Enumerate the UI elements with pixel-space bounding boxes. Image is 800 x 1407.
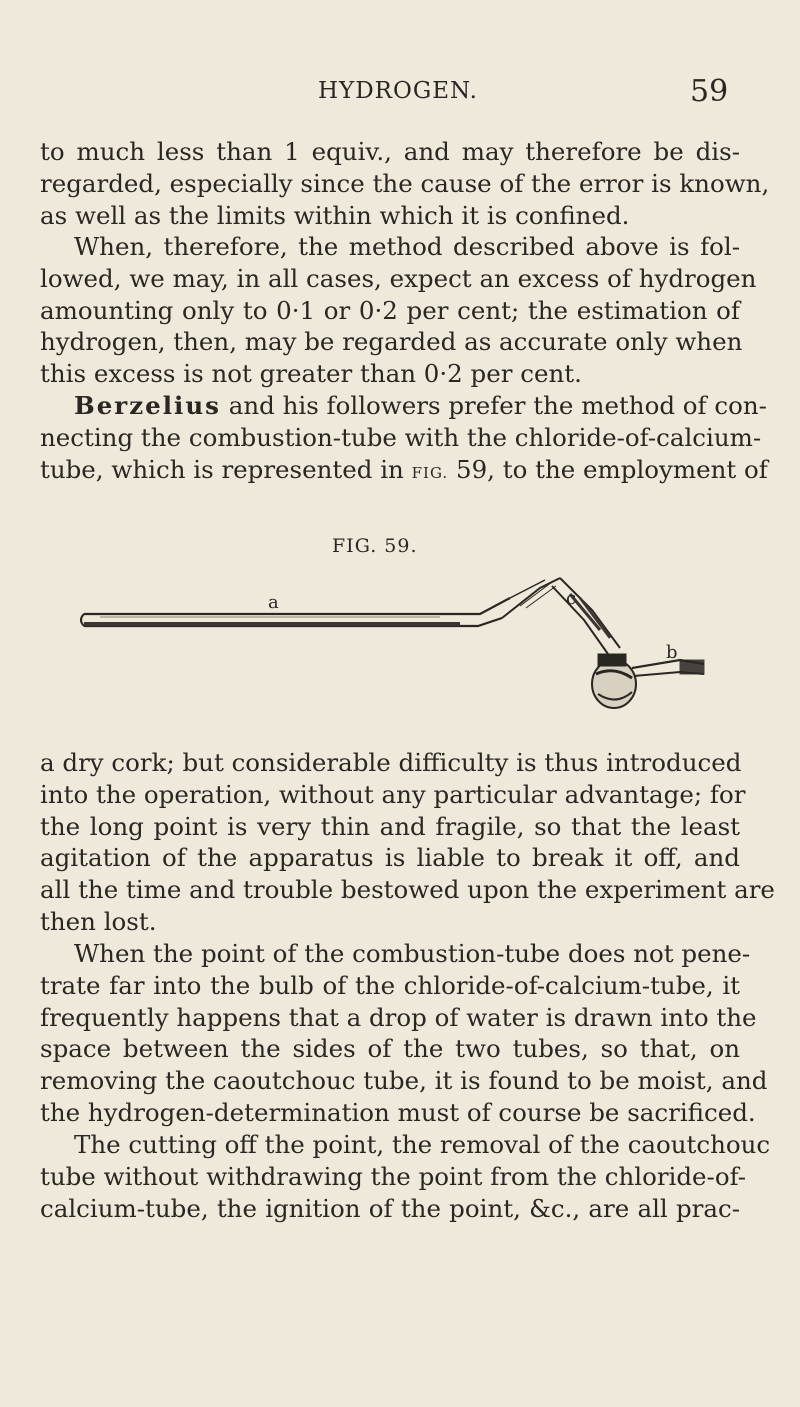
author-name: Berzelius	[74, 391, 221, 420]
text-line: The cutting off the point, the removal of the caoutchouc	[74, 1130, 771, 1159]
text-line: amounting only to 0·1 or 0·2 per cent; the estimation of	[40, 295, 740, 325]
page-number: 59	[690, 74, 729, 109]
tube-point	[502, 578, 560, 618]
text-line: trate far into the bulb of the chloride-of-calcium-tube, it	[40, 970, 740, 1000]
text-line: space between the sides of the two tubes, so that, on	[40, 1034, 740, 1064]
text-line: hydrogen, then, may be regarded as accurate only when	[40, 327, 743, 357]
text-fragment: and his followers prefer the method of con-	[220, 391, 767, 420]
text-line: removing the caoutchouc tube, it is found to be moist, and	[40, 1066, 768, 1096]
text-fragment: tube, which is represented in	[40, 454, 412, 484]
paragraph-6	[40, 1129, 771, 1224]
label-a: a	[268, 592, 279, 613]
figure-caption: FIG. 59.	[332, 535, 418, 557]
text-line: tube without withdrawing the point from the chloride-of-	[40, 1161, 747, 1191]
combustion-tube	[81, 598, 510, 626]
label-c: c	[566, 588, 577, 609]
text-line: When, therefore, the method described above is fol-	[74, 232, 740, 261]
text-line: necting the combustion-tube with the chloride-of-calcium-	[40, 422, 762, 452]
text-line	[40, 454, 768, 490]
bulb	[592, 654, 704, 708]
paragraph-3	[40, 390, 768, 489]
text-line: the long point is very thin and fragile, so that the least	[40, 811, 740, 841]
text-line: calcium-tube, the ignition of the point, &c., are all prac-	[40, 1193, 740, 1223]
text-line: a dry cork; but considerable difficulty is thus introduced	[40, 748, 742, 777]
text-line: agitation of the apparatus is liable to break it off, and	[40, 843, 740, 873]
text-fragment: 59, to the employment of	[448, 454, 768, 484]
text-line: then lost.	[40, 906, 157, 936]
text-line: frequently happens that a drop of water is drawn into the	[40, 1002, 757, 1032]
text-line: to much less than 1 equiv., and may therefore be dis-	[40, 137, 740, 166]
text-line: this excess is not greater than 0·2 per cent.	[40, 359, 582, 389]
text-line	[40, 390, 767, 422]
paragraph-4	[40, 747, 775, 938]
chloride-of-calcium-tube	[552, 578, 620, 654]
running-title: HYDROGEN.	[318, 78, 478, 104]
text-line: as well as the limits within which it is confined.	[40, 200, 630, 230]
figure-59-apparatus	[40, 568, 740, 738]
running-header	[0, 74, 800, 114]
text-line: lowed, we may, in all cases, expect an excess of hydrogen	[40, 263, 757, 293]
apparatus-drawing	[40, 568, 740, 738]
text-line: the hydrogen-determination must of course be sacrificed.	[40, 1097, 756, 1127]
paragraph-5	[40, 938, 768, 1129]
label-b: b	[666, 642, 678, 663]
paragraph-1	[40, 136, 770, 231]
text-line: regarded, especially since the cause of the error is known,	[40, 168, 770, 198]
text-line: into the operation, without any particular advantage; for	[40, 779, 746, 809]
text-line: When the point of the combustion-tube does not pene-	[74, 939, 751, 968]
text-line: all the time and trouble bestowed upon the experiment are	[40, 875, 775, 905]
figure-reference: FIG.	[411, 463, 449, 482]
paragraph-2	[40, 231, 757, 390]
